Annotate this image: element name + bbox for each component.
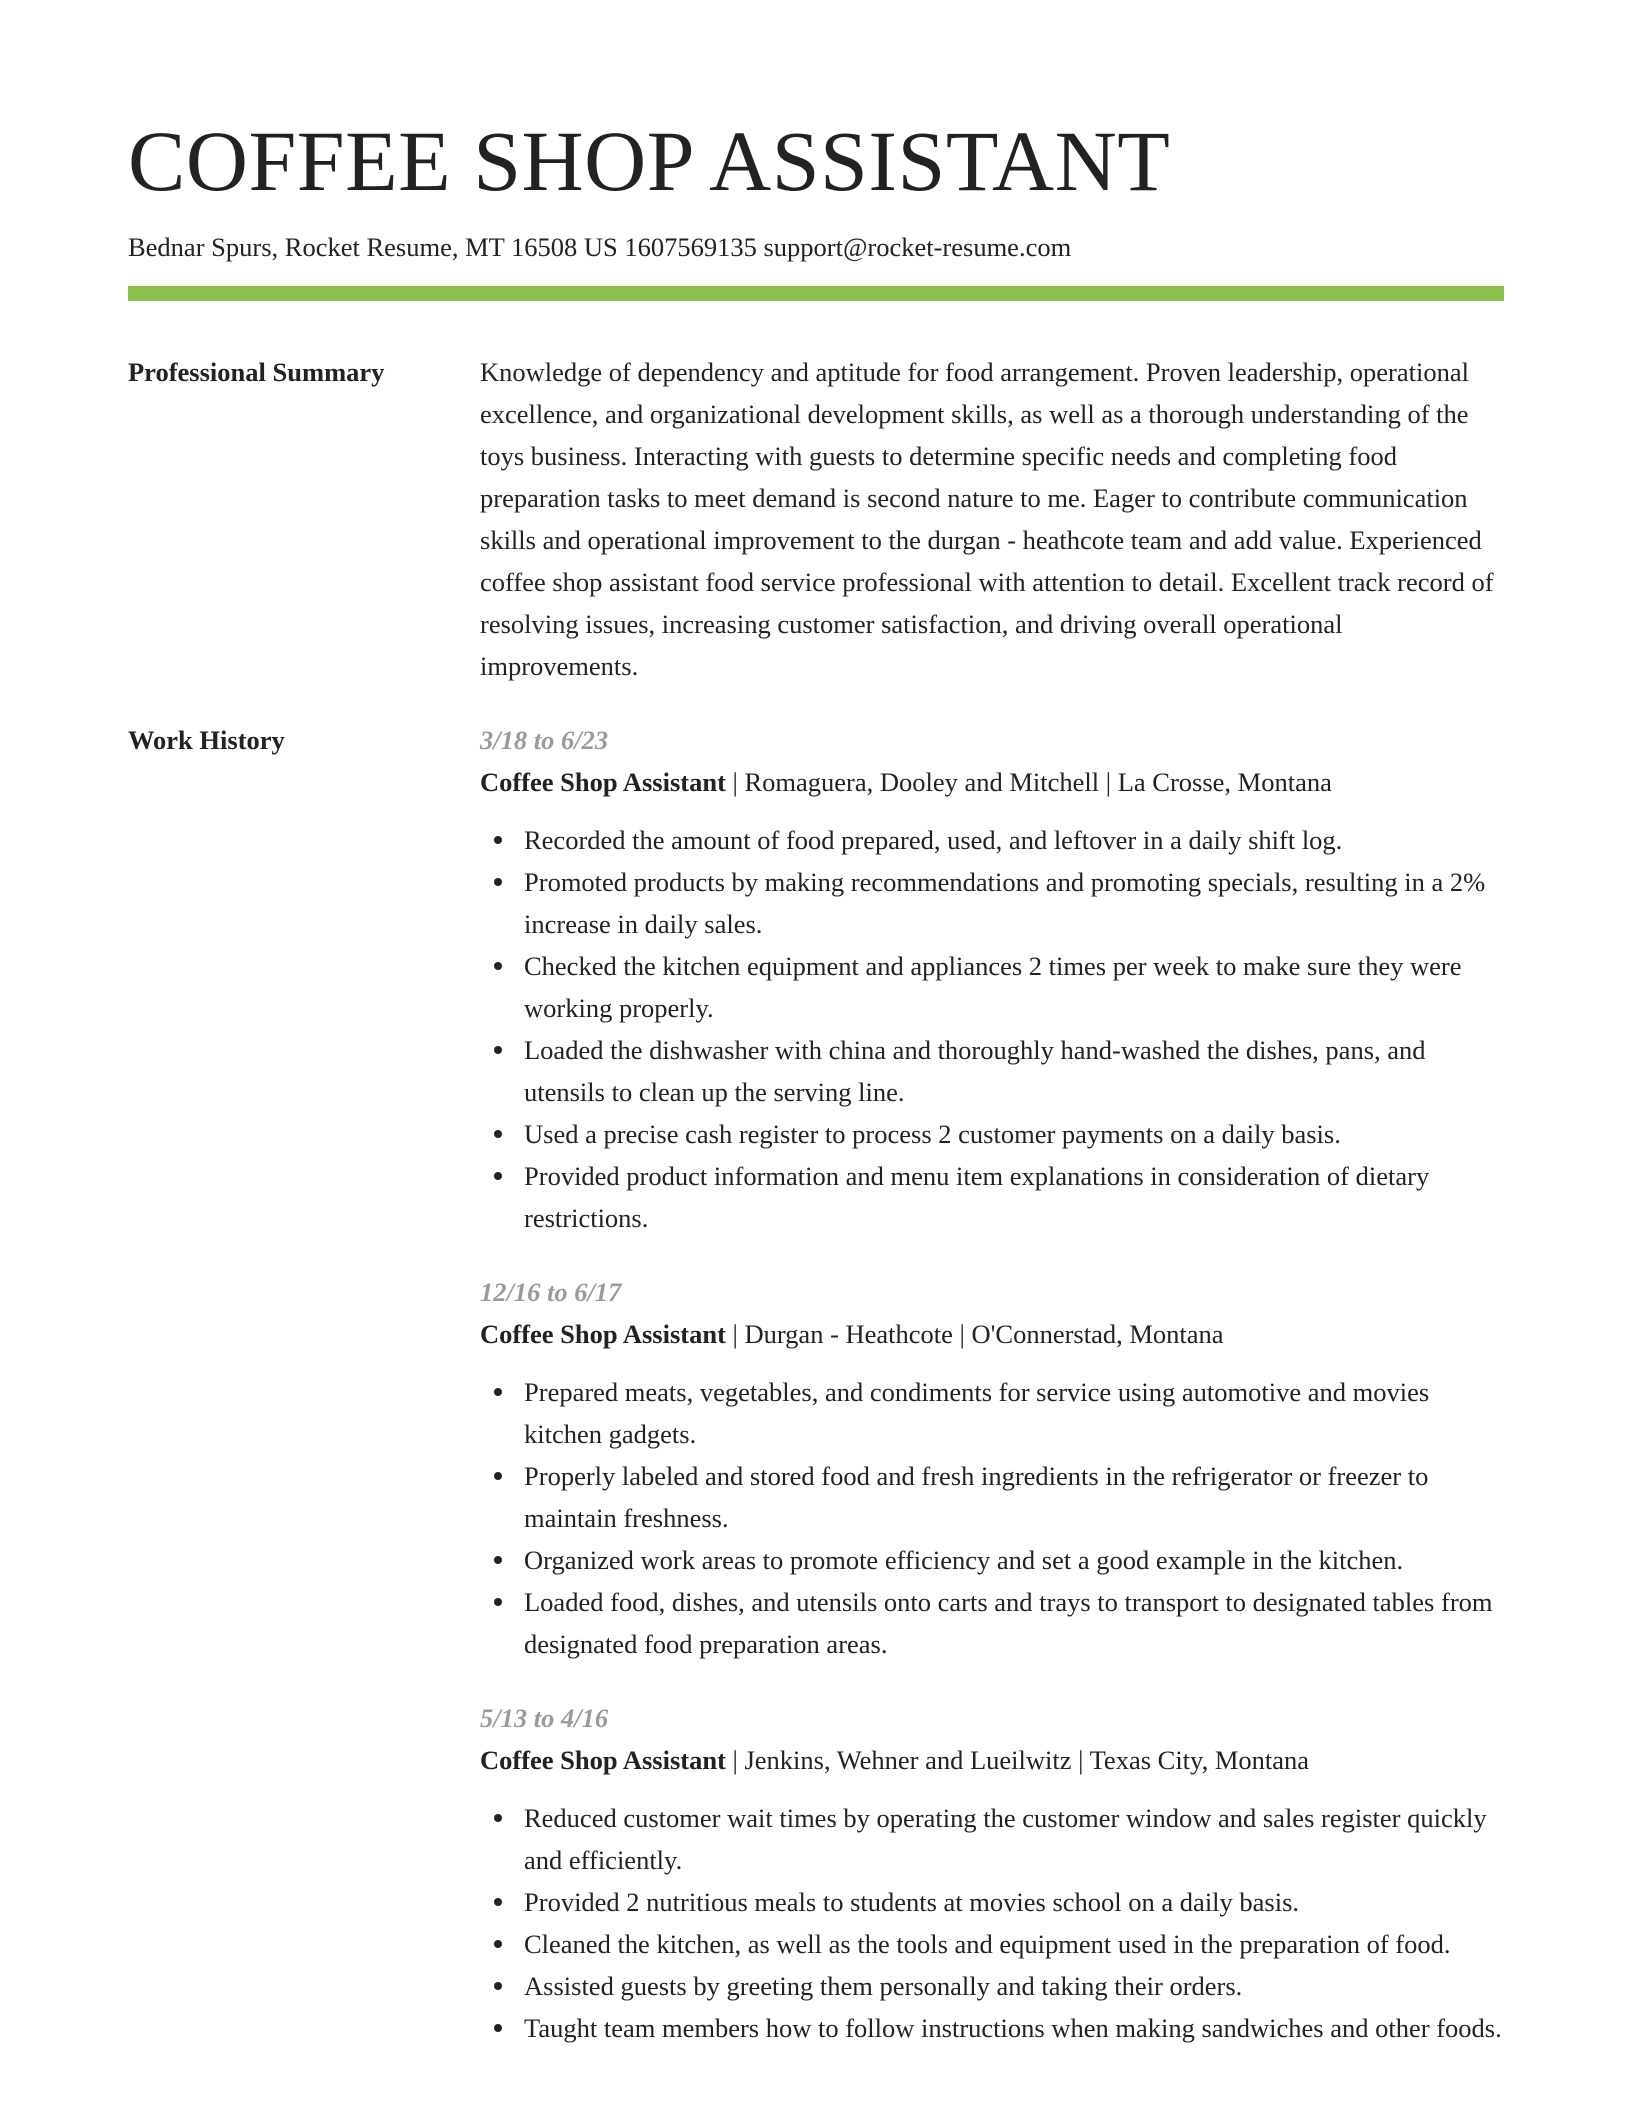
job-duty-item: Taught team members how to follow instructions when making sandwiches and other foods.: [480, 2007, 1504, 2049]
professional-summary-text: Knowledge of dependency and aptitude for food arrangement. Proven leadership, operational excellence, and organizational development skills, as well as a thorough understanding of the toys business. Interacting with guests to determine specific needs and completing food preparation tasks to meet demand is second nature to me. Eager to contribute communication skills and operational improvement to the durgan - heathcote team and add value. Experienced coffee shop assistant food service professional with attention to detail. Excellent track record of resolving issues, increasing customer satisfaction, and driving overall operational improvements.: [480, 357, 1494, 681]
job-title: Coffee Shop Assistant: [480, 1745, 726, 1775]
job-employer-location: | Romaguera, Dooley and Mitchell | La Crosse, Montana: [725, 767, 1332, 797]
job-duties-list: [480, 819, 1504, 1239]
job-employer-location: | Durgan - Heathcote | O'Connerstad, Montana: [725, 1319, 1224, 1349]
job-duty-item: Properly labeled and stored food and fresh ingredients in the refrigerator or freezer to maintain freshness.: [480, 1455, 1504, 1539]
work-history-heading: Work History: [128, 725, 285, 755]
accent-divider: [128, 286, 1504, 301]
job-entry: [480, 719, 1504, 1239]
job-duties-list: [480, 1371, 1504, 1665]
job-dates: 5/13 to 4/16: [480, 1703, 609, 1733]
job-entry: [480, 1271, 1504, 1665]
job-heading: [480, 1313, 1504, 1355]
job-duty-item: Loaded the dishwasher with china and thoroughly hand-washed the dishes, pans, and utensils to clean up the serving line.: [480, 1029, 1504, 1113]
job-title: Coffee Shop Assistant: [480, 767, 726, 797]
job-duty-item: Promoted products by making recommendations and promoting specials, resulting in a 2% increase in daily sales.: [480, 861, 1504, 945]
job-duty-item: Provided product information and menu item explanations in consideration of dietary restrictions.: [480, 1155, 1504, 1239]
job-duties-list: [480, 1797, 1504, 2049]
job-duty-item: Prepared meats, vegetables, and condiments for service using automotive and movies kitchen gadgets.: [480, 1371, 1504, 1455]
job-duty-item: Recorded the amount of food prepared, used, and leftover in a daily shift log.: [480, 819, 1504, 861]
resume-title: COFFEE SHOP ASSISTANT: [128, 113, 1171, 209]
work-history-section: [480, 719, 1504, 2081]
contact-line: Bednar Spurs, Rocket Resume, MT 16508 US 1607569135 support@rocket-resume.com: [128, 232, 1072, 262]
job-duty-item: Assisted guests by greeting them personally and taking their orders.: [480, 1965, 1504, 2007]
job-title: Coffee Shop Assistant: [480, 1319, 726, 1349]
job-duty-item: Provided 2 nutritious meals to students at movies school on a daily basis.: [480, 1881, 1504, 1923]
job-heading: [480, 1739, 1504, 1781]
job-duty-item: Organized work areas to promote efficiency and set a good example in the kitchen.: [480, 1539, 1504, 1581]
job-heading: [480, 761, 1504, 803]
professional-summary-heading: Professional Summary: [128, 357, 385, 387]
job-duty-item: Reduced customer wait times by operating the customer window and sales register quickly and efficiently.: [480, 1797, 1504, 1881]
job-dates: 3/18 to 6/23: [480, 725, 609, 755]
job-duty-item: Loaded food, dishes, and utensils onto carts and trays to transport to designated tables from designated food preparation areas.: [480, 1581, 1504, 1665]
job-duty-item: Used a precise cash register to process 2 customer payments on a daily basis.: [480, 1113, 1504, 1155]
job-employer-location: | Jenkins, Wehner and Lueilwitz | Texas City, Montana: [725, 1745, 1310, 1775]
job-dates: 12/16 to 6/17: [480, 1277, 622, 1307]
job-entry: [480, 1697, 1504, 2049]
professional-summary-section: [480, 351, 1504, 687]
job-duty-item: Checked the kitchen equipment and appliances 2 times per week to make sure they were working properly.: [480, 945, 1504, 1029]
job-duty-item: Cleaned the kitchen, as well as the tools and equipment used in the preparation of food.: [480, 1923, 1504, 1965]
